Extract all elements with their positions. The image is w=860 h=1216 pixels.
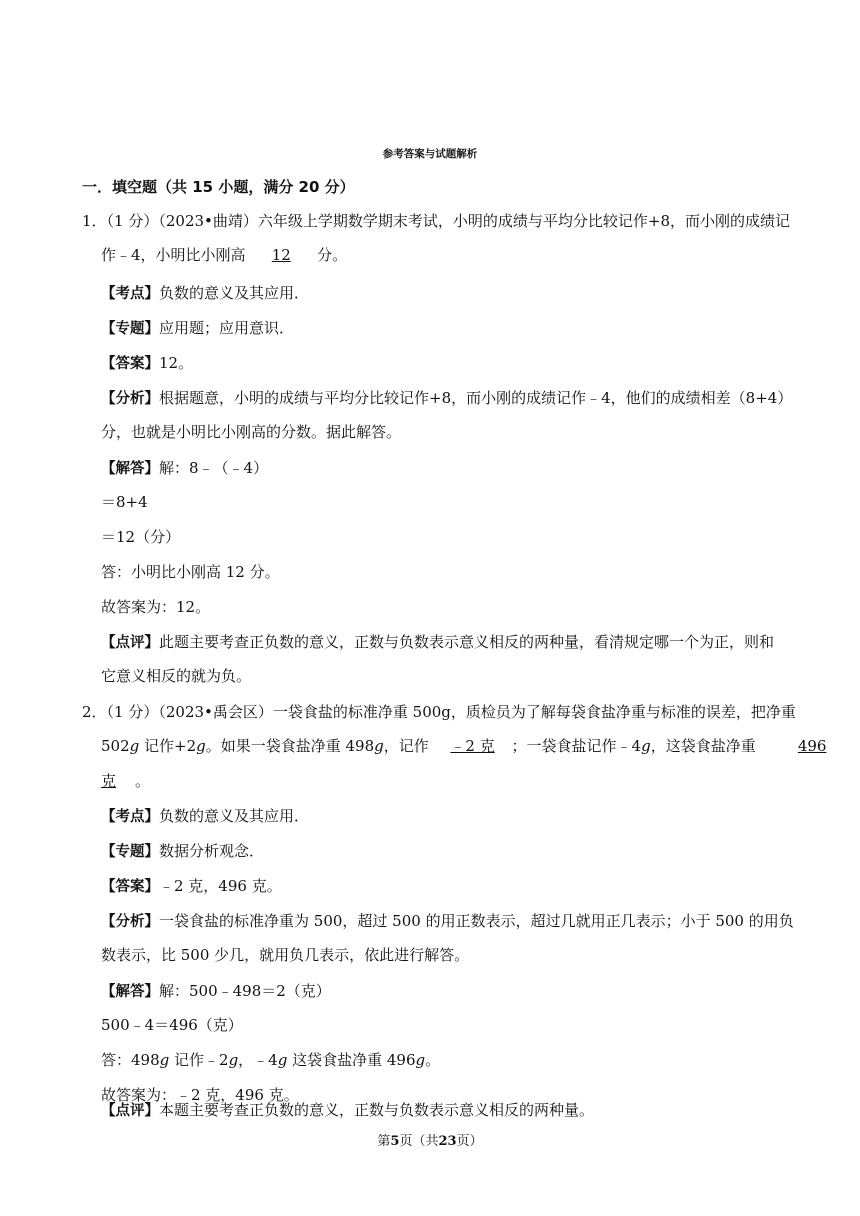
q1-stem-line2 bbox=[101, 245, 347, 265]
q1-dianping-line2: 它意义相反的就为负。 bbox=[101, 667, 252, 685]
q2-answer-blank-1: ﹣2 克 bbox=[450, 737, 495, 755]
q2-text: ；一袋食盐记作﹣4 bbox=[511, 737, 642, 755]
q1-dianping-line1 bbox=[101, 632, 774, 653]
daan-tag: 【答案】 bbox=[101, 879, 159, 895]
q2-zhuanti bbox=[101, 841, 264, 862]
q2-jieda-line1 bbox=[101, 981, 331, 1002]
daan-text: 12。 bbox=[159, 354, 194, 372]
q2-text: ，﹣4 bbox=[238, 1051, 278, 1069]
q1-fenxi-line1 bbox=[101, 388, 792, 409]
dianping-text: 本题主要考查正负数的意义，正数与负数表示意义相反的两种量。 bbox=[159, 1101, 595, 1119]
q1-jieda-line1 bbox=[101, 458, 268, 479]
fenxi-tag: 【分析】 bbox=[101, 391, 159, 407]
unit-g: g bbox=[374, 737, 384, 755]
q2-text: 。如果一袋食盐净重 498 bbox=[205, 737, 375, 755]
q2-text: ，这袋食盐净重 bbox=[650, 737, 761, 755]
unit-g: g bbox=[415, 1051, 426, 1069]
q1-jieda-line4: 答：小明比小刚高 12 分。 bbox=[101, 563, 280, 581]
fenxi-text: 根据题意，小明的成绩与平均分比较记作+8，而小刚的成绩记作﹣4，他们的成绩相差（8+4） bbox=[159, 389, 793, 407]
q2-dianping bbox=[101, 1100, 594, 1121]
jieda-tag: 【解答】 bbox=[101, 461, 159, 477]
section-title: 一．填空题（共 15 小题，满分 20 分） bbox=[82, 178, 355, 196]
zhuanti-text: 数据分析观念． bbox=[159, 842, 265, 860]
zhuanti-tag: 【专题】 bbox=[101, 321, 159, 337]
q1-daan bbox=[101, 353, 193, 374]
unit-g: g bbox=[228, 1051, 239, 1069]
unit-g: g bbox=[277, 1051, 288, 1069]
page-footer bbox=[0, 1130, 860, 1149]
footer-text: 页） bbox=[456, 1134, 483, 1149]
unit-g: g bbox=[129, 737, 140, 755]
fenxi-text: 一袋食盐的标准净重为 500，超过 500 的用正数表示，超过几就用正几表示；小于 500 的用负 bbox=[159, 912, 794, 930]
q2-kaodian bbox=[101, 806, 309, 827]
q1-stem-text: 作﹣4，小明比小刚高 bbox=[101, 246, 251, 264]
q1-stem-text-end: 分。 bbox=[312, 246, 348, 264]
footer-text: 第 bbox=[377, 1134, 391, 1149]
q2-stem-line3 bbox=[101, 771, 150, 791]
q2-text: ，记作 bbox=[383, 737, 434, 755]
footer-page-number: 5 bbox=[390, 1134, 400, 1149]
q2-text: 记作+2 bbox=[139, 737, 197, 755]
q2-text: 记作﹣2 bbox=[169, 1051, 229, 1069]
kaodian-tag: 【考点】 bbox=[101, 286, 159, 302]
q1-stem-line1: 1．（1 分）（2023•曲靖）六年级上学期数学期末考试，小明的成绩与平均分比较记作+8，而小刚的成绩记 bbox=[82, 212, 790, 230]
dianping-tag: 【点评】 bbox=[101, 1103, 159, 1119]
q1-fenxi-line2: 分，也就是小明比小刚高的分数。据此解答。 bbox=[101, 423, 402, 441]
q1-answer-blank: 12 bbox=[271, 246, 291, 264]
dianping-text: 此题主要考查正负数的意义，正数与负数表示意义相反的两种量，看清规定哪一个为正，则和 bbox=[159, 633, 775, 651]
q2-jieda-line3 bbox=[101, 1050, 440, 1070]
q2-jieda-line4: 故答案为：﹣2 克，496 克。 bbox=[101, 1086, 299, 1104]
jieda-text: 解：500﹣498＝2（克） bbox=[159, 982, 331, 1000]
zhuanti-tag: 【专题】 bbox=[101, 844, 159, 860]
unit-g: g bbox=[159, 1051, 170, 1069]
q2-answer-blank-2-cont: 克 bbox=[101, 772, 117, 790]
jieda-tag: 【解答】 bbox=[101, 984, 159, 1000]
q2-jieda-line2: 500﹣4＝496（克） bbox=[101, 1016, 243, 1034]
q1-kaodian bbox=[101, 283, 309, 304]
q2-daan bbox=[101, 876, 282, 897]
q1-jieda-line3: ＝12（分） bbox=[101, 528, 181, 546]
kaodian-tag: 【考点】 bbox=[101, 809, 159, 825]
kaodian-text: 负数的意义及其应用． bbox=[159, 284, 310, 302]
unit-g: g bbox=[196, 737, 206, 755]
jieda-text: 解：8﹣（﹣4） bbox=[159, 459, 269, 477]
q2-fenxi-line2: 数表示，比 500 少几，就用负几表示，依此进行解答。 bbox=[101, 946, 470, 964]
zhuanti-text: 应用题；应用意识． bbox=[159, 319, 295, 337]
q2-text: 答：498 bbox=[101, 1051, 160, 1069]
q1-zhuanti bbox=[101, 318, 294, 339]
q2-text: 。 bbox=[425, 1051, 441, 1069]
fenxi-tag: 【分析】 bbox=[101, 914, 159, 930]
q2-fenxi-line1 bbox=[101, 911, 794, 932]
daan-text: ﹣2 克，496 克。 bbox=[159, 877, 282, 895]
q1-jieda-line5: 故答案为：12。 bbox=[101, 598, 211, 616]
q2-text: 502 bbox=[101, 737, 130, 755]
q2-answer-blank-2: 496 bbox=[797, 737, 827, 755]
page-title: 参考答案与试题解析 bbox=[382, 148, 478, 160]
footer-text: 页（共 bbox=[399, 1134, 439, 1149]
footer-total-pages: 23 bbox=[438, 1134, 457, 1149]
q2-text: 这袋食盐净重 496 bbox=[287, 1051, 416, 1069]
q2-stem-line2 bbox=[101, 736, 826, 756]
kaodian-text: 负数的意义及其应用． bbox=[159, 807, 310, 825]
q1-jieda-line2: ＝8+4 bbox=[101, 493, 148, 511]
unit-g: g bbox=[641, 737, 651, 755]
dianping-tag: 【点评】 bbox=[101, 635, 159, 651]
q2-text: 。 bbox=[135, 772, 151, 790]
daan-tag: 【答案】 bbox=[101, 356, 159, 372]
q2-stem-line1: 2．（1 分）（2023•禹会区）一袋食盐的标准净重 500g，质检员为了解每袋食盐净重与标准的误差，把净重 bbox=[82, 703, 796, 721]
